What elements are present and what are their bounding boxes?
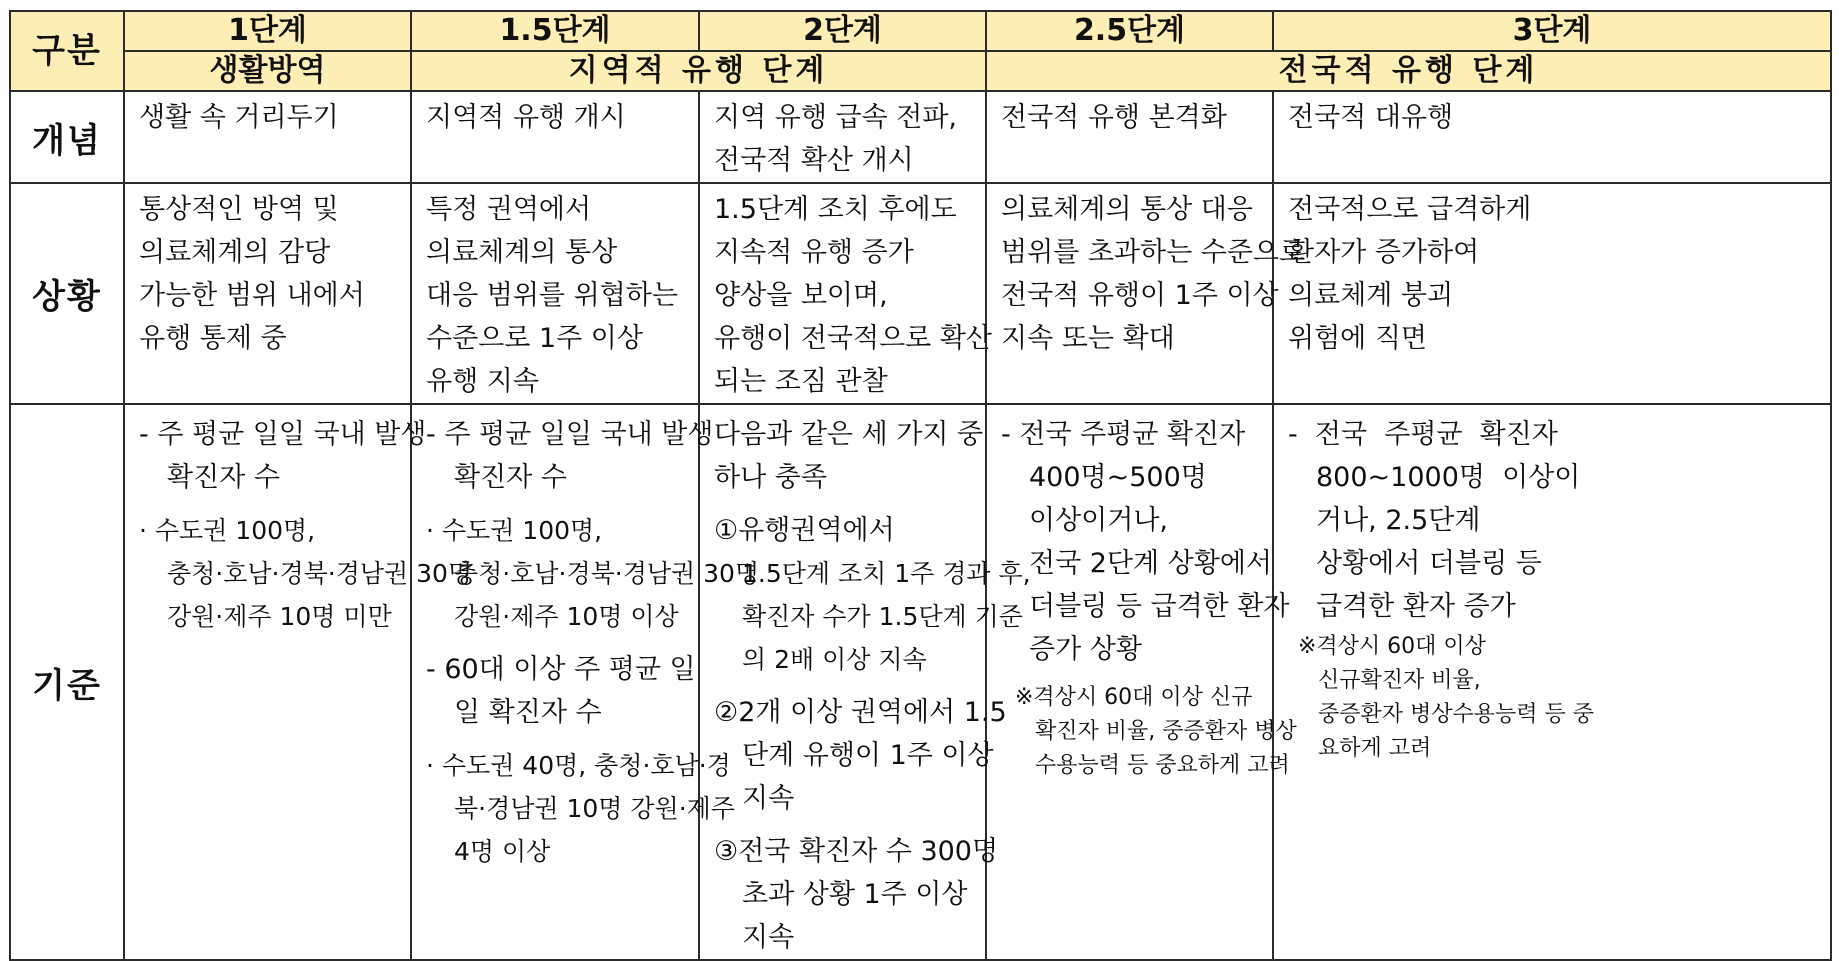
criteria-stage-1-5 bbox=[411, 404, 760, 960]
text-line: 의료체계 붕괴 bbox=[1288, 280, 1454, 311]
distancing-stage-table bbox=[9, 10, 1832, 961]
text-line: 1.5단계 조치 1주 경과 후, bbox=[742, 559, 1031, 588]
header-stage-2-5: 2.5단계 bbox=[986, 11, 1273, 51]
row-label-criteria: 기준 bbox=[10, 404, 124, 960]
text-line: 상황에서 더블링 등 bbox=[1316, 548, 1542, 579]
text-line: 충청·호남·경북·경남권 30명 bbox=[454, 559, 760, 588]
text-line: 수용능력 등 중요하게 고려 bbox=[1035, 753, 1290, 778]
concept-row bbox=[10, 91, 1831, 183]
text-line: 확진자 수 bbox=[454, 462, 567, 493]
text-line: ※격상시 60대 이상 신규 bbox=[1015, 685, 1253, 710]
criteria-note bbox=[1288, 630, 1820, 766]
criteria-numbered-item: ①유행권역에서 bbox=[714, 515, 895, 546]
text-line: 북·경남권 10명 강원·제주 bbox=[454, 794, 735, 823]
text-line: 1.5단계 조치 후에도 bbox=[714, 194, 957, 225]
situation-row bbox=[10, 183, 1831, 404]
text-line: 유행 지속 bbox=[426, 366, 539, 397]
text-line: 범위를 초과하는 수준으로 bbox=[1001, 237, 1306, 268]
text-line: 충청·호남·경북·경남권 30명 bbox=[167, 559, 473, 588]
text-line: 지속 또는 확대 bbox=[1001, 323, 1175, 354]
text-line: 신규확진자 비율, bbox=[1318, 668, 1481, 693]
text-line: 전국적 확산 개시 bbox=[714, 145, 914, 176]
text-line: 이상이거나, bbox=[1029, 505, 1168, 536]
criteria-bullet: - 전국 주평균 확진자 bbox=[1001, 419, 1246, 450]
header-stage-3: 3단계 bbox=[1273, 11, 1831, 51]
text-line: 확진자 수 bbox=[167, 462, 280, 493]
text-line: 강원·제주 10명 미만 bbox=[167, 602, 392, 631]
text-line: 생활 속 거리두기 bbox=[139, 102, 339, 133]
header-stage-1-5: 1.5단계 bbox=[411, 11, 699, 51]
criteria-subitem: · 수도권 100명, bbox=[426, 516, 603, 545]
criteria-bullet: - 주 평균 일일 국내 발생 bbox=[426, 419, 714, 450]
group-daily-quarantine: 생활방역 bbox=[124, 51, 411, 91]
text-line: 특정 권역에서 bbox=[426, 194, 592, 225]
text-line: 통상적인 방역 및 bbox=[139, 194, 339, 225]
text-line: 전국적 유행이 1주 이상 bbox=[1001, 280, 1279, 311]
situation-stage-2 bbox=[699, 183, 992, 404]
text-line: 전국적 대유행 bbox=[1288, 102, 1454, 133]
text-line: 대응 범위를 위협하는 bbox=[426, 280, 678, 311]
text-line: 가능한 범위 내에서 bbox=[139, 280, 365, 311]
text-line: 위험에 직면 bbox=[1288, 323, 1427, 354]
criteria-row bbox=[10, 404, 1831, 960]
header-category: 구분 bbox=[10, 11, 124, 91]
criteria-bullet: - 주 평균 일일 국내 발생 bbox=[139, 419, 427, 450]
criteria-subitem: · 수도권 40명, 충청·호남·경 bbox=[426, 751, 731, 780]
text-line: 수준으로 1주 이상 bbox=[426, 323, 643, 354]
text-line: 지역 유행 급속 전파, bbox=[714, 102, 957, 133]
text-line: 전국 2단계 상황에서 bbox=[1029, 548, 1272, 579]
stage-header-row bbox=[10, 11, 1831, 51]
text-line: 전국적으로 급격하게 bbox=[1288, 194, 1532, 225]
row-label-situation: 상황 bbox=[10, 183, 124, 404]
text-line: 의료체계의 감당 bbox=[139, 237, 331, 268]
text-line: 급격한 환자 증가 bbox=[1316, 591, 1516, 622]
text-line: 양상을 보이며, bbox=[714, 280, 888, 311]
criteria-numbered-item: ③전국 확진자 수 300명 bbox=[714, 836, 999, 867]
text-line: 의료체계의 통상 bbox=[426, 237, 618, 268]
concept-stage-3 bbox=[1273, 91, 1831, 183]
text-line: 지역적 유행 개시 bbox=[426, 102, 626, 133]
text-line: 4명 이상 bbox=[454, 837, 551, 866]
criteria-subitem: · 수도권 100명, bbox=[139, 516, 316, 545]
text-line: 중증환자 병상수용능력 등 중 bbox=[1318, 702, 1595, 727]
text-line: 유행 통제 중 bbox=[139, 323, 287, 354]
concept-stage-2-5 bbox=[986, 91, 1273, 183]
text-line: 800~1000명 이상이 bbox=[1316, 462, 1581, 493]
text-line: 환자가 증가하여 bbox=[1288, 237, 1480, 268]
text-line: 400명~500명 bbox=[1029, 462, 1207, 493]
text-line: 거나, 2.5단계 bbox=[1316, 505, 1481, 536]
header-stage-1: 1단계 bbox=[124, 11, 411, 51]
text-line: ※격상시 60대 이상 bbox=[1298, 634, 1486, 659]
text-line: 하나 충족 bbox=[714, 462, 827, 493]
text-line: 요하게 고려 bbox=[1318, 736, 1432, 761]
group-regional-epidemic: 지역적 유행 단계 bbox=[411, 51, 986, 91]
text-line: 초과 상황 1주 이상 bbox=[742, 879, 968, 910]
text-line: 확진자 비율, 중증환자 병상 bbox=[1035, 719, 1297, 744]
situation-stage-2-5 bbox=[986, 183, 1306, 404]
criteria-stage-1 bbox=[124, 404, 473, 960]
concept-stage-1-5 bbox=[411, 91, 699, 183]
criteria-stage-3 bbox=[1273, 404, 1831, 960]
text-line: 의 2배 이상 지속 bbox=[742, 645, 927, 674]
text-line: 강원·제주 10명 이상 bbox=[454, 602, 679, 631]
situation-stage-3 bbox=[1273, 183, 1831, 404]
criteria-numbered-item: ②2개 이상 권역에서 1.5 bbox=[714, 697, 1007, 728]
concept-stage-2 bbox=[699, 91, 986, 183]
criteria-note bbox=[1001, 681, 1297, 783]
text-line: 다음과 같은 세 가지 중 bbox=[714, 419, 984, 450]
header-stage-2: 2단계 bbox=[699, 11, 986, 51]
text-line: 증가 상황 bbox=[1029, 634, 1142, 665]
situation-stage-1 bbox=[124, 183, 411, 404]
text-line: 지속적 유행 증가 bbox=[714, 237, 914, 268]
text-line: 되는 조짐 관찰 bbox=[714, 366, 888, 397]
text-line: 의료체계의 통상 대응 bbox=[1001, 194, 1253, 225]
criteria-stage-2-5 bbox=[986, 404, 1297, 960]
text-line: 일 확진자 수 bbox=[454, 697, 602, 728]
criteria-bullet: - 전국 주평균 확진자 bbox=[1288, 419, 1558, 450]
criteria-stage-2 bbox=[699, 404, 1031, 960]
text-line: 지속 bbox=[742, 922, 795, 953]
text-line: 더블링 등 급격한 환자 bbox=[1029, 591, 1290, 622]
text-line: 지속 bbox=[742, 783, 795, 814]
concept-stage-1 bbox=[124, 91, 411, 183]
situation-stage-1-5 bbox=[411, 183, 699, 404]
row-label-concept: 개념 bbox=[10, 91, 124, 183]
text-line: 전국적 유행 본격화 bbox=[1001, 102, 1227, 133]
group-national-epidemic: 전국적 유행 단계 bbox=[986, 51, 1831, 91]
text-line: 확진자 수가 1.5단계 기준 bbox=[742, 602, 1023, 631]
criteria-bullet: - 60대 이상 주 평균 일 bbox=[426, 654, 696, 685]
text-line: 단계 유행이 1주 이상 bbox=[742, 740, 994, 771]
text-line: 유행이 전국적으로 확산 bbox=[714, 323, 992, 354]
group-header-row bbox=[10, 51, 1831, 91]
